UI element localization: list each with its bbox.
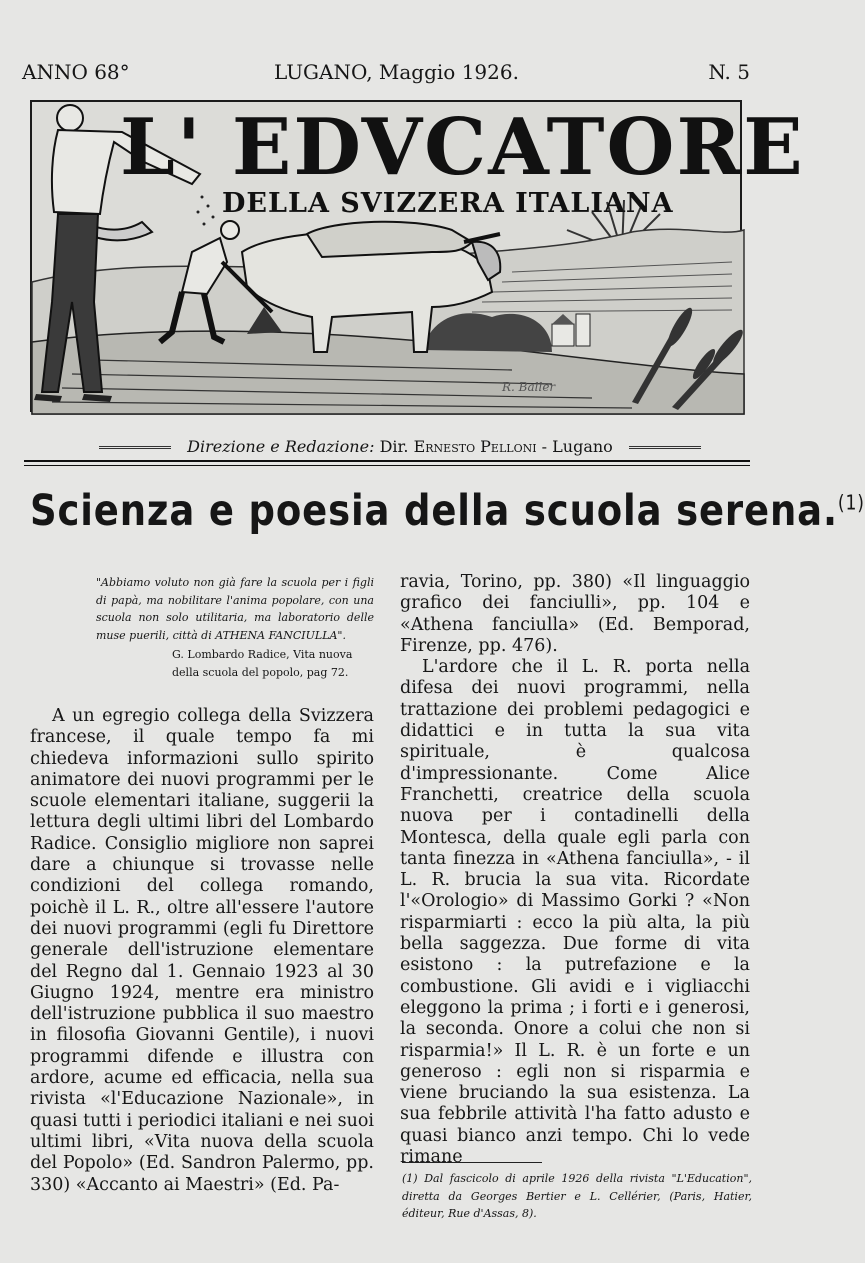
journal-subtitle: DELLA SVIZZERA ITALIANA [222,188,674,219]
volume-year: ANNO 68° [22,60,130,84]
epigraph [96,574,374,681]
masthead-illustration [30,100,805,412]
title-footnote-mark: (1) [837,490,865,515]
paragraph-1: A un egregio collega della Svizzera francese, il quale tempo fa mi chiedeva informazioni sullo spirito animatore dei nuovi programmi per le scuole elementari italiane, suggerii la lettura degli ultimi libri del Lombardo Radice. Consiglio migliore non saprei dare a chiunque si trovasse nelle condizioni del collega romando, poichè il L. R., oltre all'essere l'autore dei nuovi programmi (egli fu Direttore generale dell'istruzione elementare del Regno dal 1. Gennaio 1923 al 30 Giugno 1924, mentre era ministro dell'istruzione pubblica il suo maestro in filosofia Giovanni Gentile), i nuovi programmi difende e illustra con ardore, acume ed efficacia, nella sua rivista «l'Educazione Nazionale», in quasi tutti i periodici italiani e nei suoi ultimi libri, «Vita nuova della scuola del Popolo» (Ed. Sandron Palermo, pp. 330) «Accanto ai Maestri» (Ed. Pa- [30,706,374,1195]
paragraph-2: L'ardore che il L. R. porta nella difesa dei nuovi programmi, nella trattazione dei problemi pedagogici e didattici e in tutta la sua vita spirituale, è qualcosa d'impressionante. Come Alice Franchetti, creatrice della scuola nuova per i contadinelli della Montesca, della quale egli parla con tanta finezza in «Athena fanciulla», - il L. R. brucia la sua vita. Ricordate l'«Orologio» di Massimo Gorki ? «Non risparmiarti : ecco la più alta, la più bella saggezza. Due forme di vita esistono : la putrefazione e la combustione. Gli avidi e i vigliacchi eleggono la prima ; i forti e i generosi, la seconda. Onore a colui che non si risparmia!» Il L. R. è un forte e un generoso : egli non si risparmia e viene bruciando la sua esistenza. La sua febbrile attività l'ha fatto adusto e quasi bianco anzi tempo. Chi lo vede rimane [400,657,750,1168]
editorial-direction [0,437,800,456]
left-ornament [99,446,171,449]
issue-header [22,60,750,88]
column-right [400,572,750,1168]
place-date: LUGANO, Maggio 1926. [274,60,519,84]
footnote-rule [402,1162,542,1163]
footnote: (1) Dal fascicolo di aprile 1926 della rivista "L'Education", diretta da Georges Bertier e L. Cellérier, (Paris, Hatier, éditeur, Rue d'Assas, 8). [402,1172,752,1220]
seeds [197,196,215,226]
director-abbr: Dir. [379,437,409,456]
director-name: Ernesto Pelloni [413,437,537,456]
artist-signature: R. Baller [502,380,556,394]
paragraph-1-continuation: ravia, Torino, pp. 380) «Il linguaggio grafico dei fanciulli», pp. 104 e «Athena fanciulla» (Ed. Bemporad, Firenze, pp. 476). [400,572,750,656]
column-left [30,706,374,1196]
article-title-text: Scienza e poesia della scuola serena. [30,486,838,536]
header-rule [24,460,750,466]
journal-title: L' EDVCATORE [120,102,805,193]
right-ornament [629,446,701,449]
direction-label: Direzione e Redazione: [187,437,375,456]
issue-number: N. 5 [708,60,750,84]
epigraph-source: G. Lombardo Radice, Vita nuova della scuola del popolo, pag 72. [172,648,353,679]
direction-place: - Lugano [541,437,613,456]
article-title [30,486,865,536]
epigraph-quote: "Abbiamo voluto non già fare la scuola per i figli di papà, ma nobilitare l'anima popolare, con una scuola non solo utilitaria, ma laboratorio delle muse puerili, città di ATHENA FANCIULLA". [96,576,374,642]
